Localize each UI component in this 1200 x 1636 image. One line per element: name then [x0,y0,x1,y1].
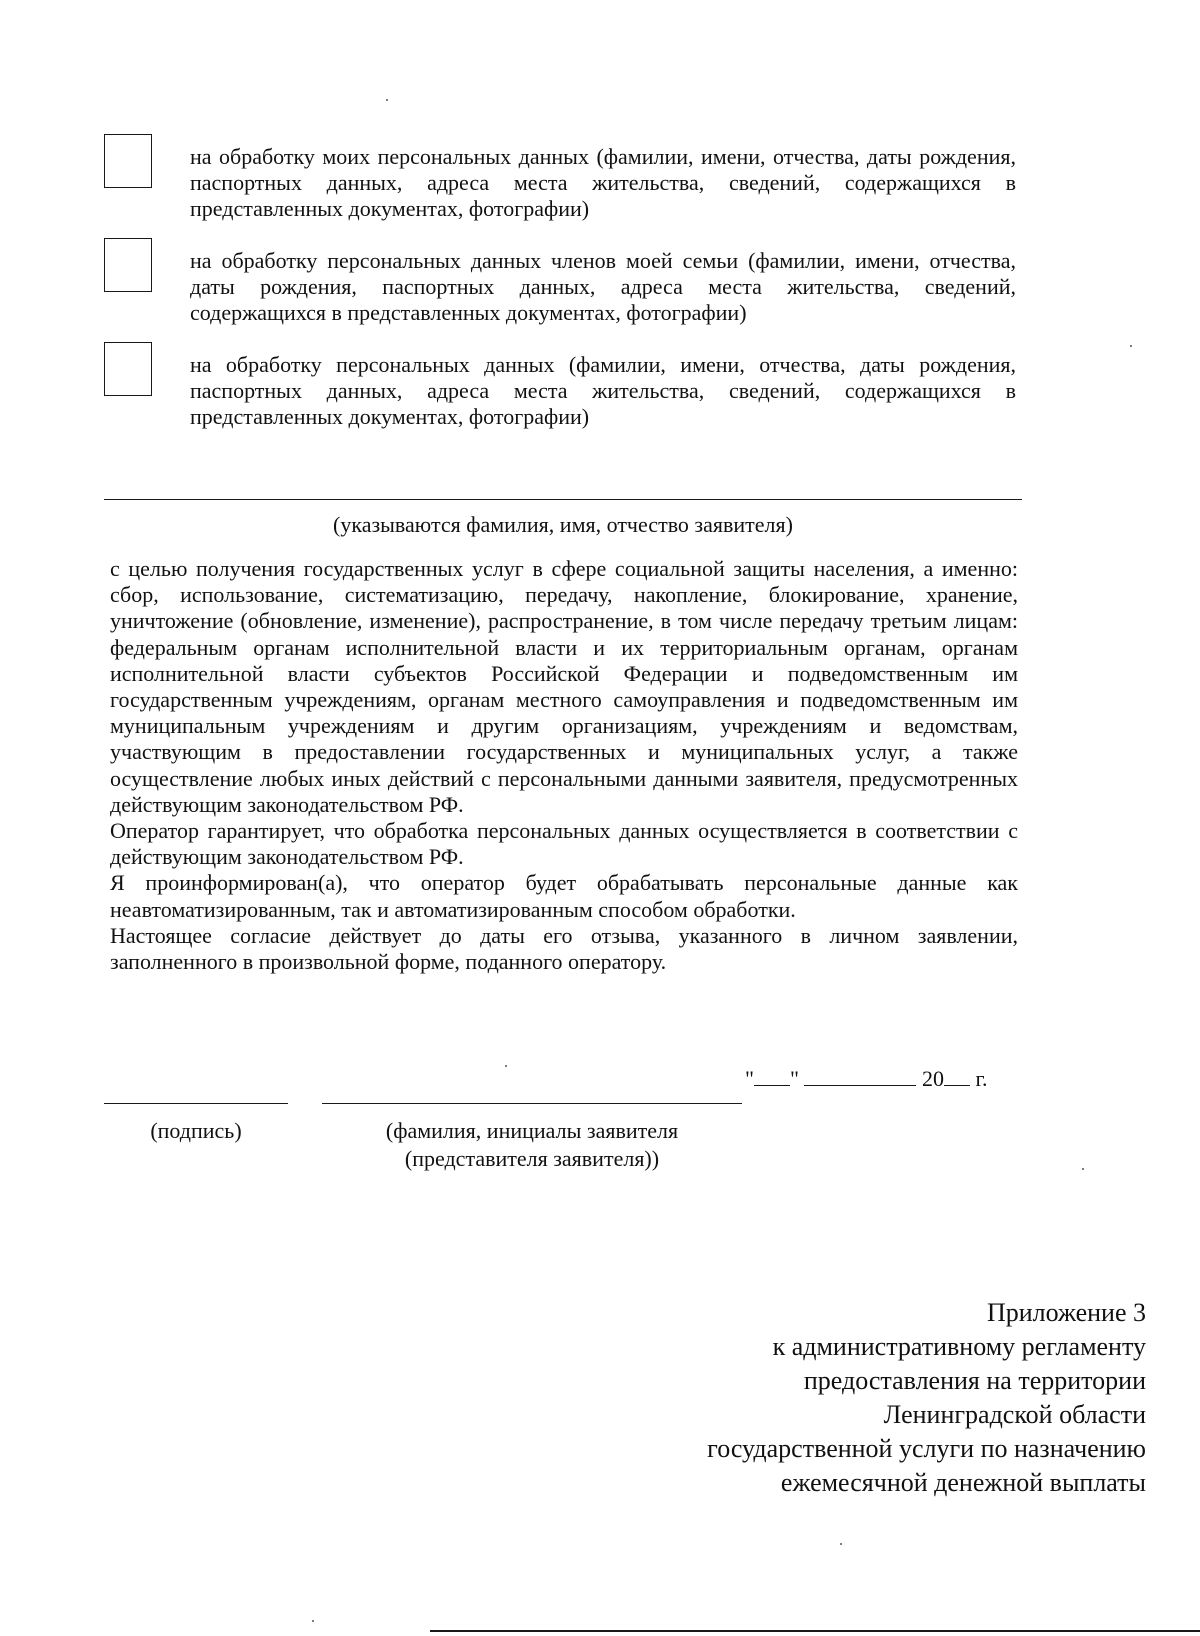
appendix-line: к административному регламенту [772,1332,1146,1361]
applicant-name-caption: (указываются фамилия, имя, отчество заявителя) [333,512,793,537]
scan-speck [1082,1168,1084,1170]
consent-option-text: на обработку моих персональных данных (фамилии, имени, отчества, даты рождения, паспортных данных, адреса места жительства, сведений, содержащихся в представленных документах, фотографии) [190,144,1016,221]
appendix-header [526,1296,1146,1500]
date-quote-open: " [745,1066,754,1091]
signature-line[interactable] [104,1103,288,1104]
scan-edge-line [430,1630,1200,1632]
date-day-blank[interactable] [754,1065,790,1086]
consent-option-data [100,342,1030,442]
date-year-prefix: 20 [921,1066,944,1091]
appendix-line: ежемесячной денежной выплаты [780,1468,1146,1497]
date-quote-close: " [789,1066,799,1091]
consent-option-text: на обработку персональных данных членов моей семьи (фамилии, имени, отчества, даты рождения, паспортных данных, адреса места жительства, сведений, содержащихся в представленных документах, фотографии) [190,248,1016,325]
consent-option-family-data [100,238,1030,338]
appendix-line: Ленинградской области [883,1400,1146,1429]
consent-checkbox[interactable] [104,342,152,396]
appendix-line: государственной услуги по назначению [707,1434,1146,1463]
scan-speck [312,1620,314,1622]
consent-option-text: на обработку персональных данных (фамилии, имени, отчества, даты рождения, паспортных данных, адреса места жительства, сведений, содержащихся в представленных документах, фотографии) [190,352,1016,429]
scan-speck [1130,345,1132,347]
signature-caption: (подпись) [150,1118,242,1143]
consent-body [110,556,1018,975]
date-year-blank[interactable] [944,1065,970,1086]
date-year-suffix: г. [975,1066,988,1091]
body-paragraph: Настоящее согласие действует до даты его отзыва, указанного в личном заявлении, заполненного в произвольной форме, поданного оператору. [110,922,1018,975]
date-field [745,1064,1005,1094]
consent-option-own-data [100,134,1030,234]
date-month-blank[interactable] [804,1065,916,1086]
applicant-initials-caption: (фамилия, инициалы заявителя [385,1118,679,1143]
consent-checkbox[interactable] [104,134,152,188]
consent-checkbox[interactable] [104,238,152,292]
appendix-line: Приложение 3 [986,1298,1146,1327]
body-paragraph: с целью получения государственных услуг в сфере социальной защиты населения, а именно: сбор, использование, систематизацию, передачу, накопление, блокирование, хранение, уничтожение (обновление, изменение), распространение, в том числе передачу третьим лицам: федеральным органам исполнительной власти и их территориальным органам, органам исполнительной власти субъектов Российской Федерации и подведомственным им государственным учреждениям, органам местного самоуправления и подведомственным им муниципальным учреждениям и другим организациям, учреждениям и ведомствам, участвующим в предоставлении государственных и муниципальных услуг, а также осуществление любых иных действий с персональными данными заявителя, предусмотренных действующим законодательством РФ. [110,556,1018,817]
applicant-initials-line[interactable] [322,1103,742,1104]
scan-speck [840,1543,842,1545]
scan-speck [386,99,388,101]
body-paragraph: Оператор гарантирует, что обработка персональных данных осуществляется в соответствии с действующим законодательством РФ. [110,818,1018,870]
scan-speck [505,1065,507,1067]
applicant-name-line[interactable] [104,499,1022,500]
applicant-initials-caption-line2: (представителя заявителя)) [404,1146,660,1171]
appendix-line: предоставления на территории [803,1366,1146,1395]
body-paragraph: Я проинформирован(а), что оператор будет обрабатывать персональные данные как неавтоматизированным, так и автоматизированным способом обработки. [110,870,1018,922]
